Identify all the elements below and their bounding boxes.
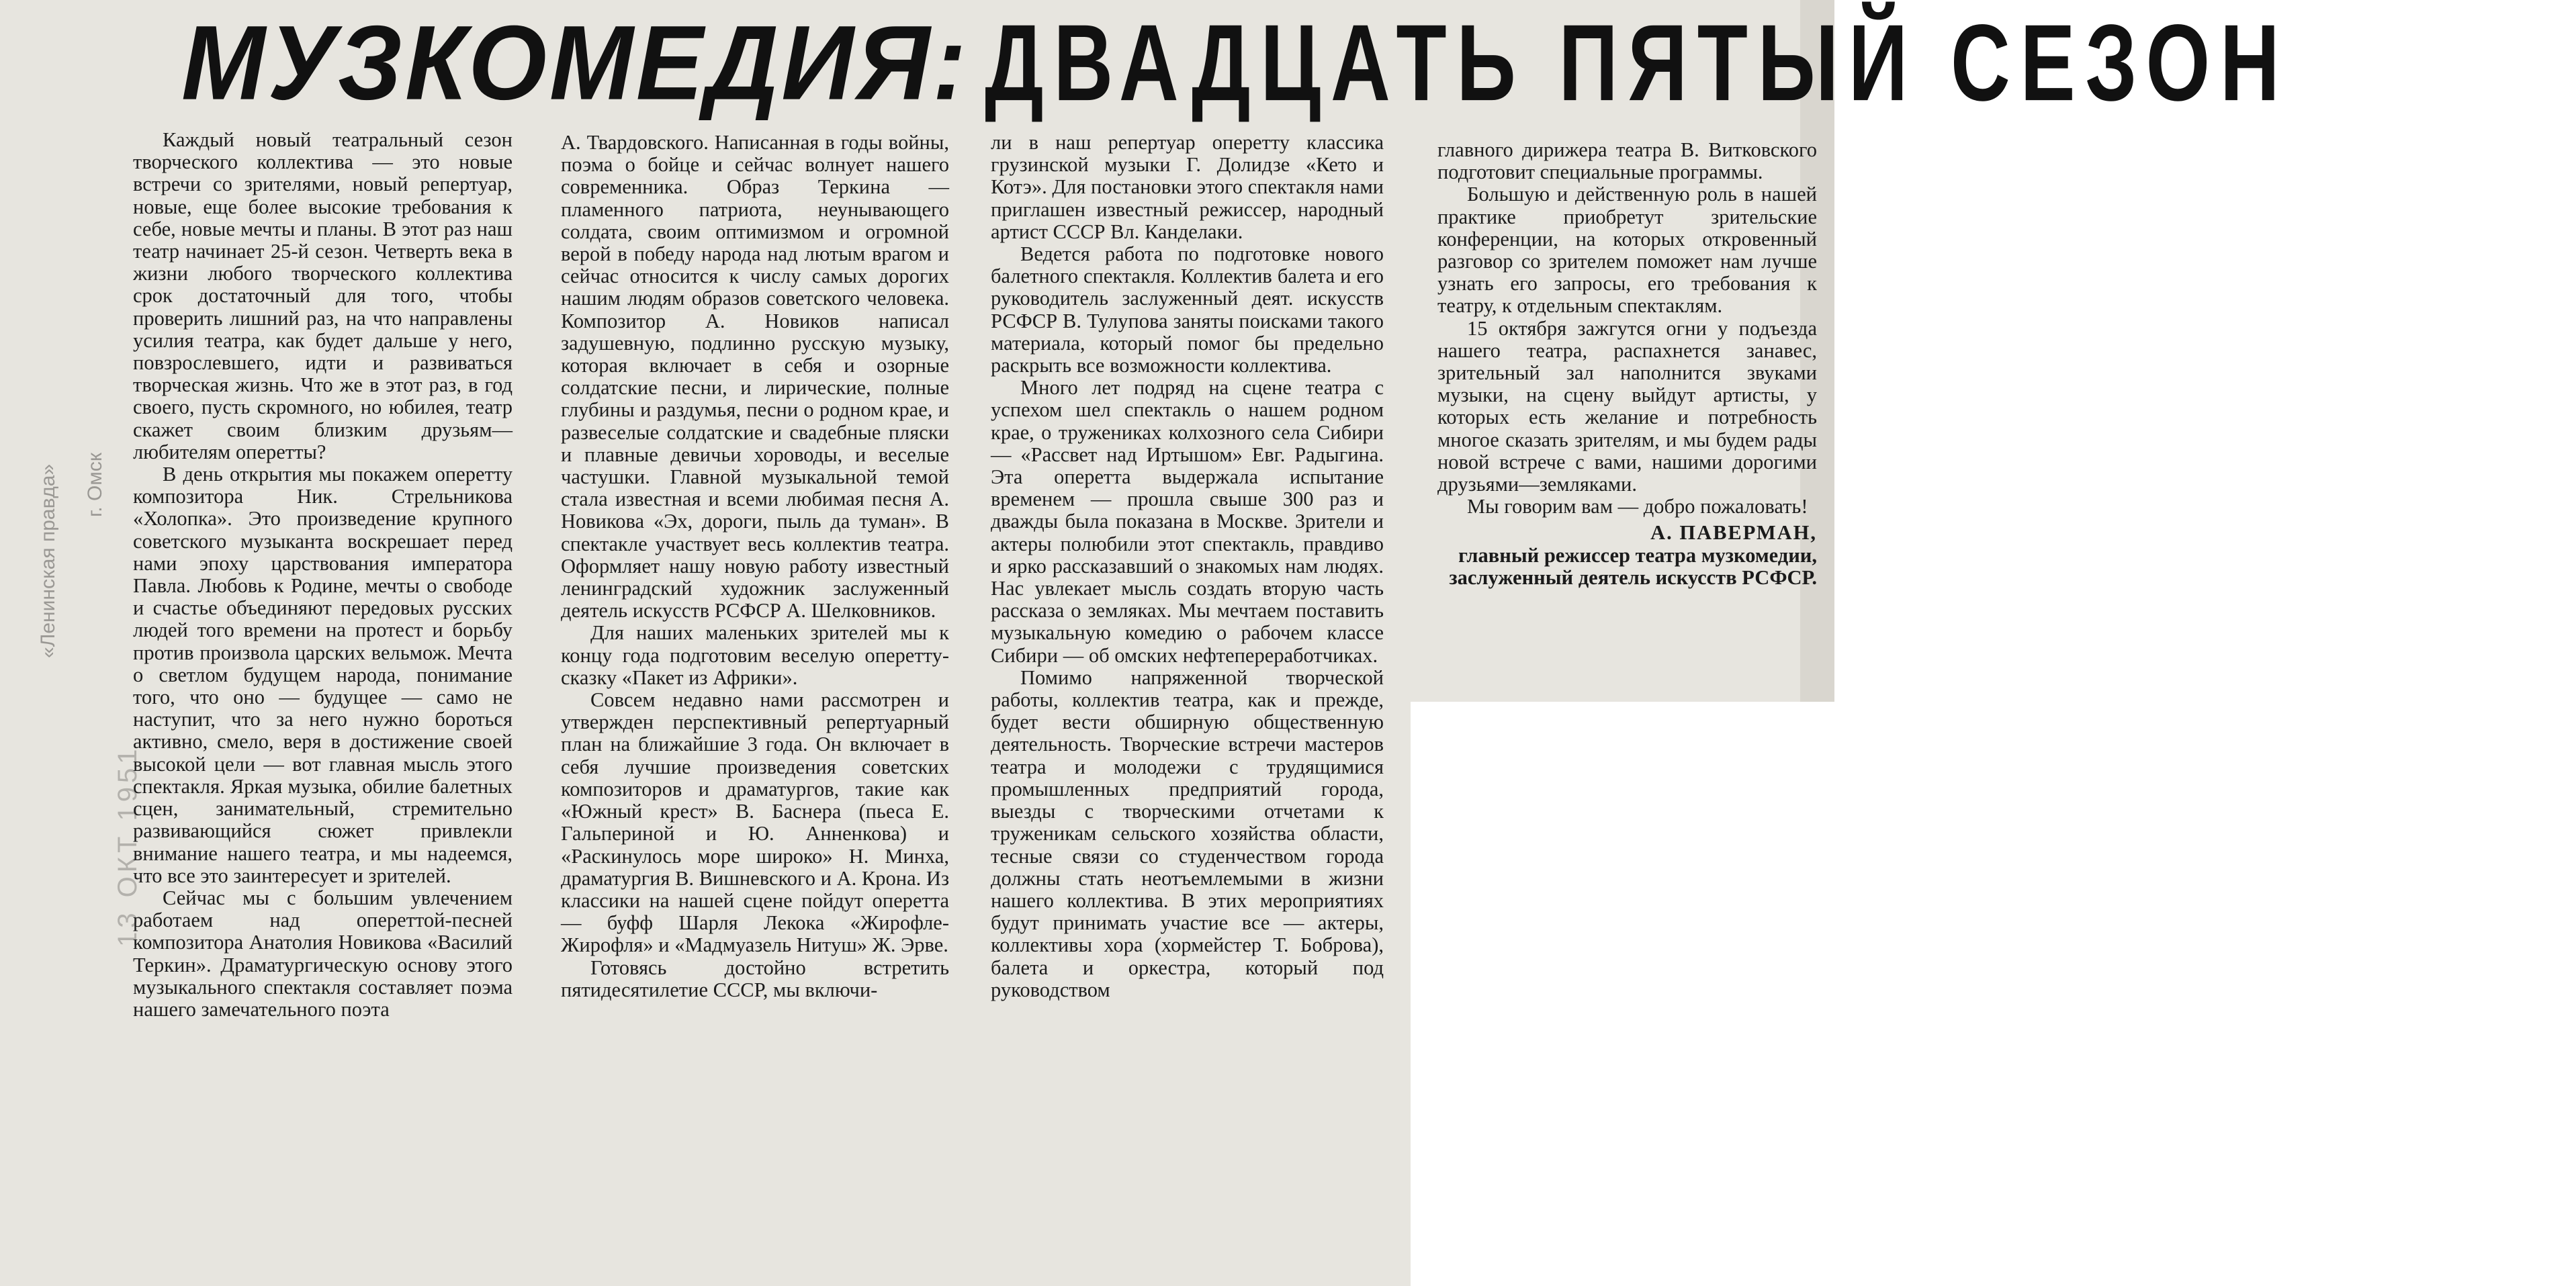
date-stamp-text: 13 ОКТ 1951 (113, 745, 142, 947)
headline-lead: МУЗКОМЕДИЯ: (181, 3, 969, 122)
paragraph: Ведется работа по подготовке нового балетного спектакля. Коллектив балета и его руководитель заслуженный деят. искусств РСФСР В. Тулупова заняты поисками такого материала, который помог бы предельно раскрыть все возможности коллектива. (991, 242, 1384, 377)
headline-rest: ДВАДЦАТЬ ПЯТЫЙ СЕЗОН (985, 1, 2290, 124)
paragraph: Готовясь достойно встретить пятидесятилетие СССР, мы включи- (561, 956, 949, 1001)
paragraph: Сейчас мы с большим увлечением работаем над опереттой-песней композитора Анатолия Новикова «Василий Теркин». Драматургическую основу этого музыкального спектакля составляет поэма нашего замечательного поэта (133, 886, 513, 1021)
paragraph: Большую и действенную роль в нашей практике приобретут зрительские конференции, на которых откровенный разговор со зрителем поможет нам лучше узнать его запросы, его требования к театру, к отдельным спектаклям. (1437, 183, 1817, 318)
article-column-3 (991, 132, 1384, 1001)
margin-stamp (37, 295, 106, 672)
paragraph: Каждый новый театральный сезон творческого коллектива — это новые встречи со зрителями, новый репертуар, новые, еще более высокие требования к себе, новые мечты и планы. В этот раз наш театр начинает 25-й сезон. Четверть века в жизни любого творческого коллектива срок достаточный для того, чтобы проверить лишний раз, на что направлены усилия театра, как будет дальше у него, повзрослевшего, идти и развиваться творческая жизнь. Что же в этот раз, в год своего, пусть скромного, но юбилея, театр скажет своим близким друзьям—любителям оперетты? (133, 128, 513, 463)
paragraph: Для наших маленьких зрителей мы к концу года подготовим веселую оперетту-сказку «Пакет из Африки». (561, 621, 949, 689)
paragraph: Помимо напряженной творческой работы, коллектив театра, как и прежде, будет вести обширную общественную деятельность. Творческие встречи мастеров театра и молодежи с трудящимися промышленных предприятий города, выезды с творческими отчетами к труженикам сельского хозяйства области, тесные связи со студенчеством города должны стать неотъемлемыми в жизни нашего коллектива. В этих мероприятиях будут принимать участие все — актеры, коллективы хора (хормейстер Т. Боброва), балета и оркестра, который под руководством (991, 665, 1384, 1001)
article-column-4 (1437, 139, 1817, 589)
paragraph: главного дирижера театра В. Витковского подготовит специальные программы. (1437, 138, 1817, 184)
article-column-1 (133, 129, 513, 1021)
paragraph: А. Твардовского. Написанная в годы войны, поэма о бойце и сейчас волнует нашего современника. Образ Теркина — пламенного патриота, неунывающего солдата, своим оптимизмом и огромной верой в победу народа над лютым врагом и сейчас относится к числу самых дорогих нашим людям образов советского человека. Композитор А. Новиков написал задушевную, подлинно русскую музыку, которая включает в себя и озорные солдатские песни, и лирические, полные глубины и раздумья, песни о родном крае, и развеселые солдатские и свадебные пляски и плавные девичьи хороводы, и веселые частушки. Главной музыкальной темой стала известная и всеми любимая песня А. Новикова «Эх, дороги, пыль да туман». В спектакле участвует весь коллектив театра. Оформляет нашу новую работу известный ленинградский художник заслуженный деятель искусств РСФСР А. Шелковников. (561, 131, 949, 623)
author-title: главный режиссер театра музкомедии, заслуженный деятель искусств РСФСР. (1449, 543, 1817, 589)
margin-stamp-city: г. Омск (84, 452, 106, 517)
author-name: А. ПАВЕРМАН, (1650, 521, 1817, 545)
paragraph: В день открытия мы покажем оперетту композитора Ник. Стрельникова «Холопка». Это произведение крупного советского музыканта воскрешает перед нами эпоху царствования императора Павла. Любовь к Родине, мечты о свободе и счастье объединяют передовых русских людей того времени на протест и борьбу против произвола царских вельмож. Мечта о светлом будущем народа, понимание того, что оно — будущее — само не наступит, что за него нужно бороться активно, смело, веря в достижение своей высокой цели — вот главная мысль этого спектакля. Яркая музыка, обилие балетных сцен, занимательный, стремительно развивающийся сюжет привлекли внимание нашего театра, и мы надеемся, что все это заинтересует и зрителей. (133, 463, 513, 887)
paragraph: Мы говорим вам — добро пожаловать! (1467, 495, 1808, 518)
paragraph: Совсем недавно нами рассмотрен и утвержден перспективный репертуарный план на ближайшие 3 года. Он включает в себя лучшие произведения советских композиторов и драматургов, такие как «Южный крест» В. Баснера (пьеса Е. Гальпериной и Ю. Анненкова) и «Раскинулось море широко» Н. Минха, драматургия В. Вишневского и А. Крона. Из классики на нашей сцене пойдут оперетта — буфф Шарля Лекока «Жирофле-Жирофля» и «Мадмуазель Нитуш» Ж. Эрве. (561, 688, 949, 957)
paragraph: 15 октября зажгутся огни у подъезда нашего театра, распахнется занавес, зрительный зал наполнится звуками музыки, на сцену выйдут артисты, у которых есть желание и потребность многое сказать зрителям, и мы будем рады новой встрече с вами, нашими дорогими друзьями—земляками. (1437, 316, 1817, 496)
clipping-cutout (1411, 702, 1834, 1286)
margin-stamp-source: «Ленинская правда» (37, 463, 59, 658)
headline (181, 1, 2290, 124)
paragraph: Много лет подряд на сцене театра с успехом шел спектакль о нашем родном крае, о тружениках колхозного села Сибири — «Рассвет над Иртышом» Евг. Радыгина. Эта оперетта выдержала испытание временем — прошла свыше 300 раз и дважды была показана в Москве. Зрители и актеры полюбили этот спектакль, правдиво и ярко рассказавший о знакомых нам людях. Нас увлекает мысль создать вторую часть рассказа о земляках. Мы мечтаем поставить музыкальную комедию о рабочем классе Сибири — об омских нефтепереработчиках. (991, 376, 1384, 667)
article-column-2 (561, 132, 949, 1001)
paragraph: ли в наш репертуар оперетту классика грузинской музыки Г. Долидзе «Кето и Котэ». Для постановки этого спектакля нами приглашен известный режиссер, народный артист СССР Вл. Канделаки. (991, 131, 1384, 243)
